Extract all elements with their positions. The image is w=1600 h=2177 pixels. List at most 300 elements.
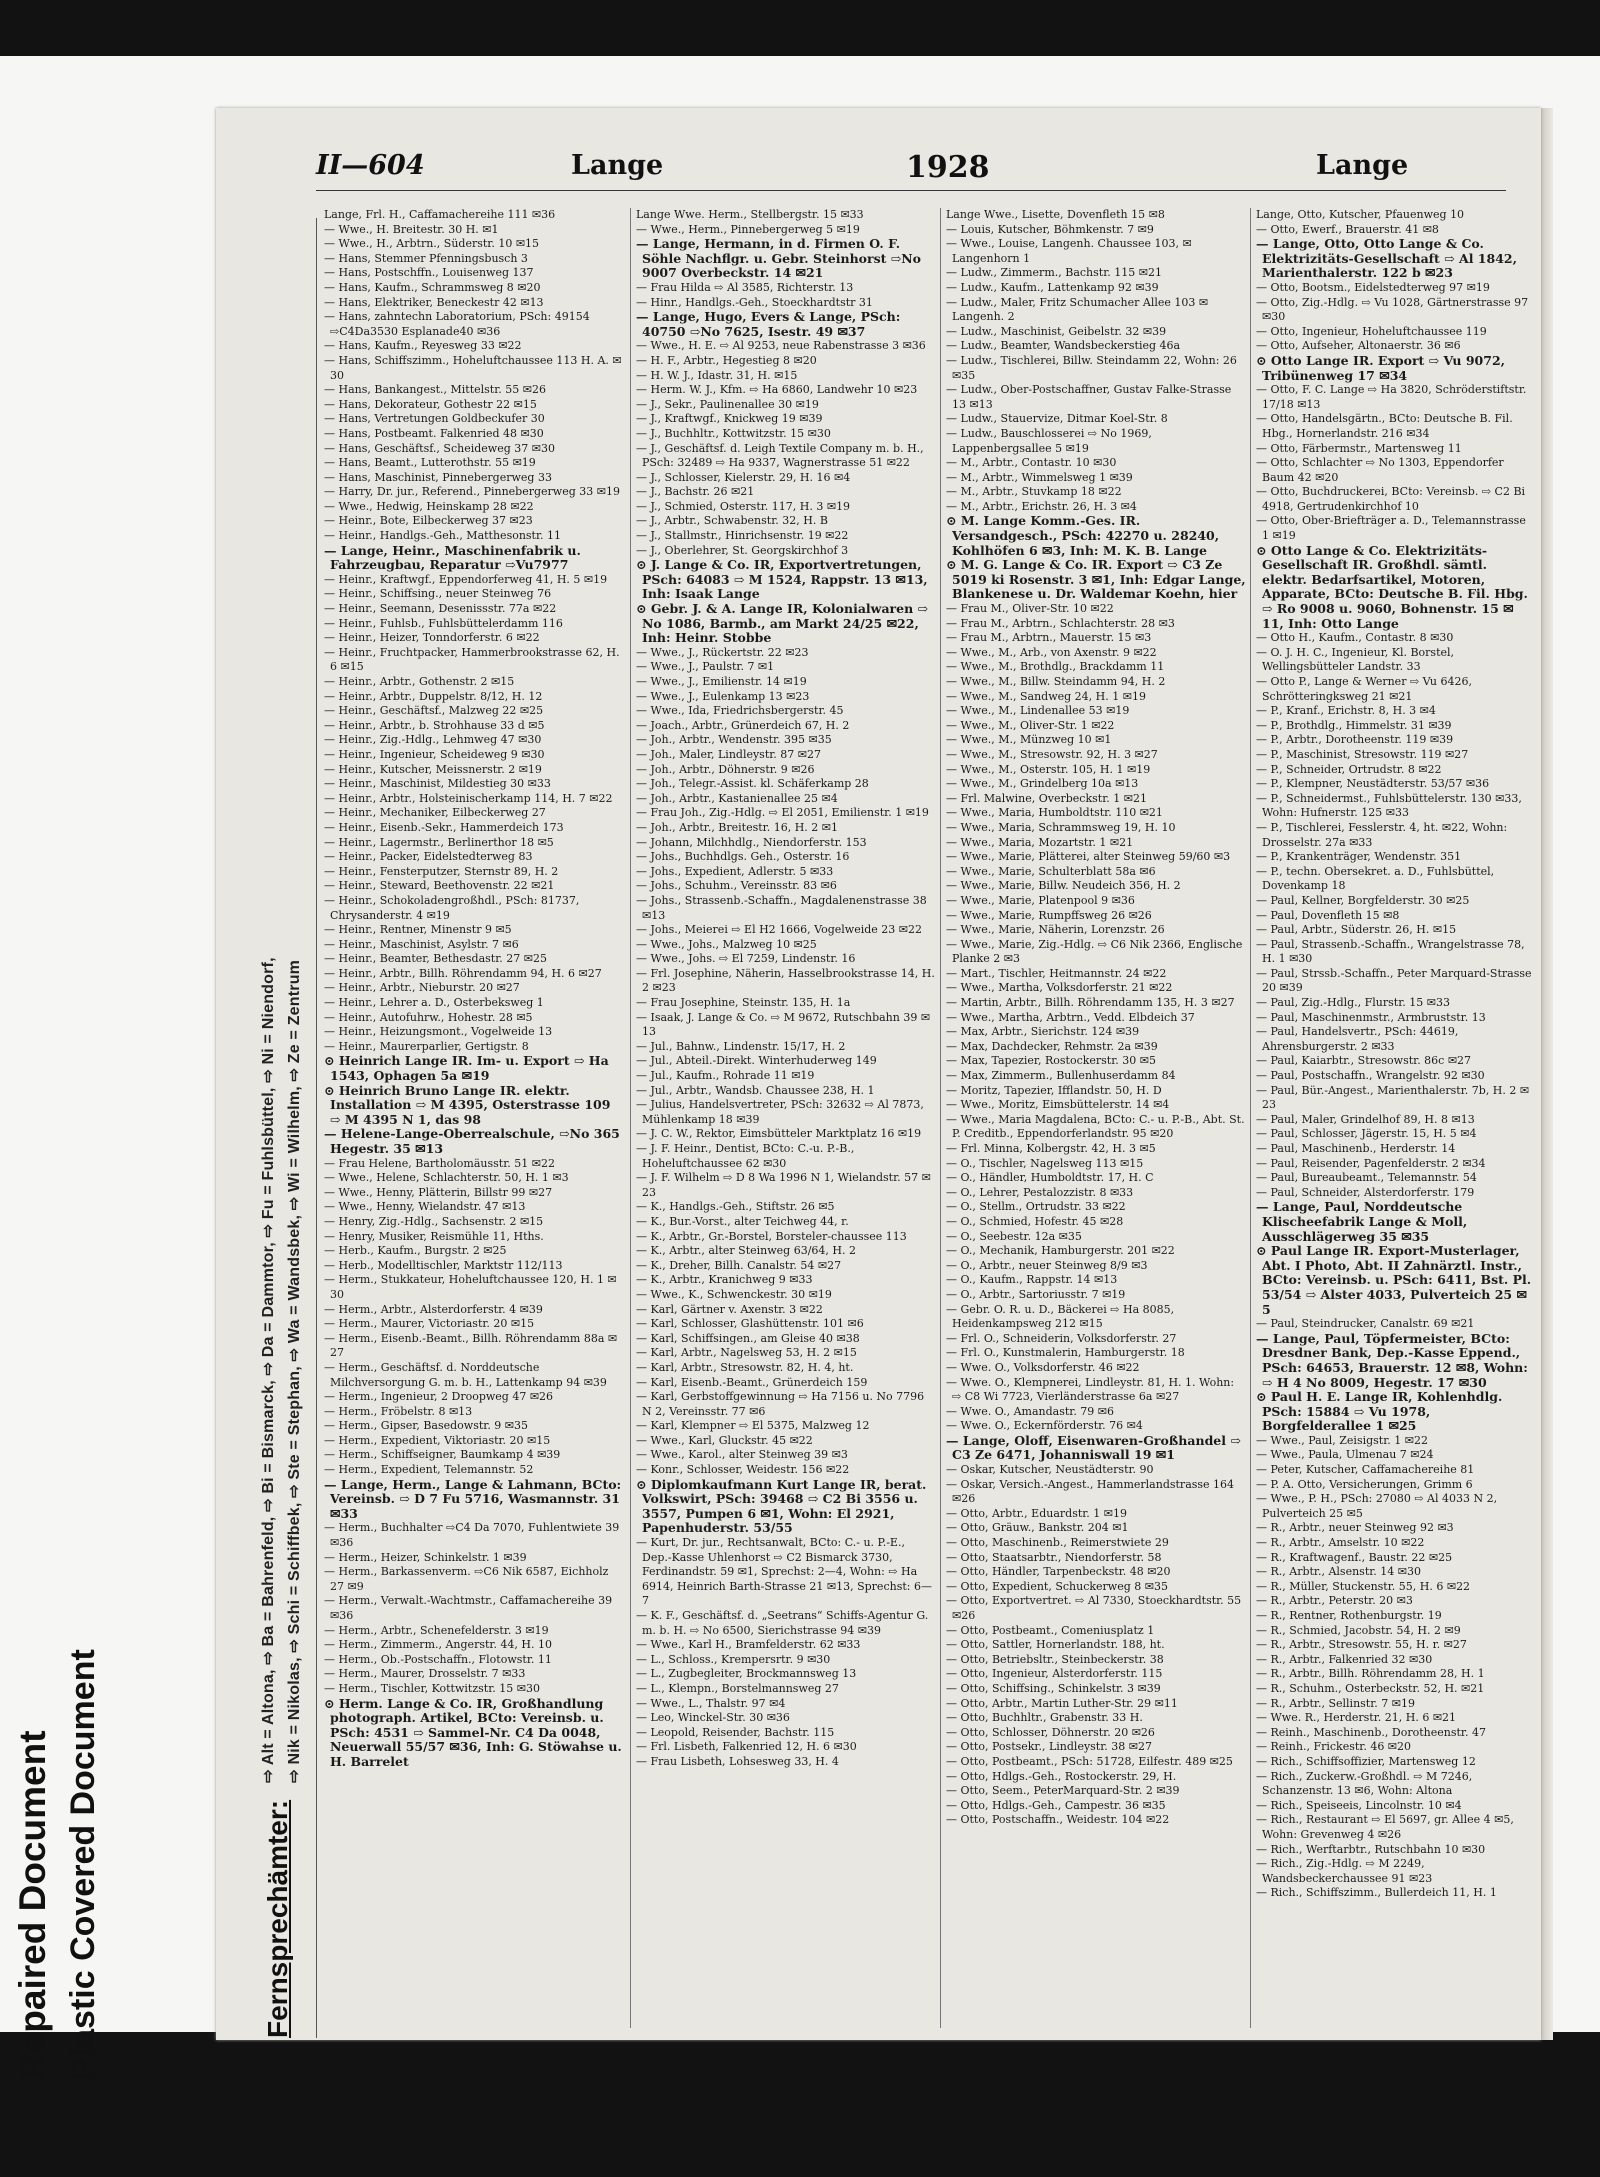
directory-entry: — Frau Joh., Zig.-Hdlg. ⇨ El 2051, Emilienstr. 1 ✉19 [636, 806, 929, 820]
listing-column [636, 208, 936, 2028]
directory-entry: — Jul., Bahnw., Lindenstr. 15/17, H. 2 [636, 1039, 846, 1053]
directory-entry: — Heinr., Arbtr., Duppelstr. 8/12, H. 12 [324, 689, 543, 703]
directory-entry: — J., Geschäftsf. d. Leigh Textile Company m. b. H., PSch: 32489 ⇨ Ha 9337, Wagnerstrasse 51 ✉22 [636, 441, 924, 470]
directory-entry-firm: ⊙ J. Lange & Co. IR, Exportvertretungen, PSch: 64083 ⇨ M 1524, Rappstr. 13 ✉13, Inh: Isaak Lange [636, 557, 928, 602]
directory-entry: — Wwe., P. H., PSch: 27080 ⇨ Al 4033 N 2, Pulverteich 25 ✉5 [1256, 1492, 1498, 1520]
directory-entry: — Heinr., Eisenb.-Sekr., Hammerdeich 173 [324, 820, 564, 834]
directory-entry: — Wwe., Karol., alter Steinweg 39 ✉3 [636, 1448, 848, 1462]
directory-entry: — Harry, Dr. jur., Referend., Pinnebergerweg 33 ✉19 [324, 485, 620, 499]
directory-entry: — Wwe., Paula, Ulmenau 7 ✉24 [1256, 1448, 1434, 1462]
directory-entry: — P. A. Otto, Versicherungen, Grimm 6 [1256, 1477, 1473, 1491]
directory-entry: — Frau Hilda ⇨ Al 3585, Richterstr. 13 [636, 280, 854, 294]
directory-entry: — Heinr., Arbtr., Holsteinischerkamp 114, H. 7 ✉22 [324, 791, 613, 805]
directory-entry: — Ludw., Beamter, Wandsbeckerstieg 46a [946, 339, 1181, 353]
directory-entry: — Wwe., J., Paulstr. 7 ✉1 [636, 660, 775, 674]
directory-entry: — Johann, Milchhdlg., Niendorferstr. 153 [636, 835, 867, 849]
directory-entry: — O., Tischler, Nagelsweg 113 ✉15 [946, 1156, 1144, 1170]
directory-entry: — J., Arbtr., Schwabenstr. 32, H. B [636, 514, 828, 528]
directory-entry: — Heinr., Maurerparlier, Gertigstr. 8 [324, 1039, 529, 1053]
running-head-right: Lange [1316, 150, 1409, 181]
directory-entry: — J., Sekr., Paulinenallee 30 ✉19 [636, 397, 819, 411]
directory-entry-firm: ⊙ Heinrich Bruno Lange IR. elektr. Installation ⇨ M 4395, Osterstrasse 109 ⇨ M 4395 N 1, das 98 [324, 1082, 611, 1127]
directory-entry: — O., Arbtr., Sartoriusstr. 7 ✉19 [946, 1287, 1126, 1301]
directory-entry: — Karl, Schlosser, Glashüttenstr. 101 ✉6 [636, 1317, 864, 1331]
directory-entry: — J., Schmied, Osterstr. 117, H. 3 ✉19 [636, 499, 851, 513]
directory-entry: — Otto, Gräuw., Bankstr. 204 ✉1 [946, 1521, 1129, 1535]
directory-entry-firm: — Lange, Heinr., Maschinenfabrik u. Fahrzeugbau, Reparatur ⇨Vu7977 [324, 542, 581, 573]
directory-entry: — O., Stellm., Ortrudstr. 33 ✉22 [946, 1200, 1126, 1214]
directory-entry: — P., Brothdlg., Himmelstr. 31 ✉39 [1256, 718, 1452, 732]
telephone-exchanges-strip [246, 218, 317, 2038]
directory-entry: — Frl. Malwine, Overbeckstr. 1 ✉21 [946, 791, 1147, 805]
directory-entry: — Max, Tapezier, Rostockerstr. 30 ✉5 [946, 1054, 1156, 1068]
exchanges-legend [256, 957, 308, 1783]
directory-entry: — Frl. O., Kunstmalerin, Hamburgerstr. 18 [946, 1346, 1185, 1360]
scan-border-top [0, 0, 1600, 56]
directory-entry: — Jul., Kaufm., Rohrade 11 ✉19 [636, 1069, 815, 1083]
directory-entry: — Max, Zimmerm., Bullenhuserdamm 84 [946, 1069, 1176, 1083]
directory-entry: — L., Klempn., Borstelmannsweg 27 [636, 1681, 839, 1695]
directory-entry: — Herm., Schiffseigner, Baumkamp 4 ✉39 [324, 1448, 561, 1462]
directory-entry: — R., Arbtr., Peterstr. 20 ✉3 [1256, 1594, 1413, 1608]
directory-entry: — Isaak, J. Lange & Co. ⇨ M 9672, Rutschbahn 39 ✉13 [636, 1010, 931, 1039]
directory-entry: — J., Stallmstr., Hinrichsenstr. 19 ✉22 [636, 529, 849, 543]
directory-entry: — Joh., Maler, Lindleystr. 87 ✉27 [636, 747, 822, 761]
directory-entry: — Wwe., Marie, Platenpool 9 ✉36 [946, 893, 1135, 907]
directory-entry: — Rich., Schiffsoffizier, Martensweg 12 [1256, 1754, 1476, 1768]
directory-entry: — Heinr., Arbtr., Gothenstr. 2 ✉15 [324, 675, 515, 688]
directory-entry: — Ludw., Maschinist, Geibelstr. 32 ✉39 [946, 324, 1167, 338]
directory-entry: — Heinr., Fuhlsb., Fuhlsbüttelerdamm 116 [324, 616, 563, 630]
directory-entry: — Karl, Klempner ⇨ El 5375, Malzweg 12 [636, 1419, 870, 1433]
plastic-covered-label: Plastic Covered Document [64, 1649, 102, 2080]
directory-entry-firm: — Lange, Paul, Norddeutsche Klischeefabrik Lange & Moll, Ausschlägerweg 35 ✉35 [1256, 1199, 1468, 1244]
directory-entry: — Paul, Maschinenmstr., Armbruststr. 13 [1256, 1010, 1486, 1024]
directory-entry: — Wwe. O., Eckernförderstr. 76 ✉4 [946, 1419, 1143, 1433]
listing-column [1256, 208, 1534, 2028]
directory-entry: — Herm., Fröbelstr. 8 ✉13 [324, 1404, 473, 1418]
directory-entry: — Hans, Geschäftsf., Scheideweg 37 ✉30 [324, 441, 555, 455]
directory-entry: — Heinr., Arbtr., Nieburstr. 20 ✉27 [324, 981, 520, 995]
directory-entry: — Wwe., M., Grindelberg 10a ✉13 [946, 777, 1139, 791]
directory-entry: — M., Arbtr., Erichstr. 26, H. 3 ✉4 [946, 499, 1137, 513]
directory-entry: — Wwe., K., Schwenckestr. 30 ✉19 [636, 1287, 832, 1301]
directory-entry: — Hans, Kaufm., Reyesweg 33 ✉22 [324, 339, 522, 353]
directory-entry: — Wwe., M., Brothdlg., Brackdamm 11 [946, 660, 1165, 674]
directory-entry: — Wwe., H. Breitestr. 30 H. ✉1 [324, 222, 499, 236]
directory-entry: — Paul, Handelsvertr., PSch: 44619, Ahrensburgerstr. 2 ✉33 [1256, 1025, 1459, 1053]
directory-entry: — Heinr., Geschäftsf., Malzweg 22 ✉25 [324, 704, 544, 718]
directory-entry: — Herb., Kaufm., Burgstr. 2 ✉25 [324, 1244, 507, 1258]
directory-entry-firm: — Helene-Lange-Oberrealschule, ⇨No 365 Hegestr. 35 ✉13 [324, 1126, 620, 1156]
directory-entry: — Wwe., M., Münzweg 10 ✉1 [946, 733, 1112, 747]
directory-entry: — Otto, Hdlgs.-Geh., Campestr. 36 ✉35 [946, 1798, 1166, 1812]
directory-entry: — Wwe., Henny, Wielandstr. 47 ✉13 [324, 1200, 526, 1214]
directory-entry-firm: ⊙ Otto Lange & Co. Elektrizitäts-Gesellschaft IR. Großhdl. sämtl. elektr. Bedarfsartikel, Motoren, Apparate, BCto: Deutsche B. Fil. Hbg. ⇨ Ro 9008 u. 9060, Bohnenstr. 15 ✉11, Inh: Otto Lange [1256, 542, 1528, 631]
directory-entry: — Jul., Arbtr., Wandsb. Chaussee 238, H. 1 [636, 1083, 875, 1097]
directory-entry: — Johs., Buchhdlgs. Geh., Osterstr. 16 [636, 850, 850, 864]
directory-entry: — Heinr., Kraftwgf., Eppendorferweg 41, H. 5 ✉19 [324, 572, 608, 586]
directory-entry: — Heinr., Heizer, Tonndorferstr. 6 ✉22 [324, 631, 540, 645]
directory-entry: — O., Lehrer, Pestalozzistr. 8 ✉33 [946, 1185, 1134, 1199]
directory-entry: — O., Schmied, Hofestr. 45 ✉28 [946, 1214, 1124, 1228]
directory-entry: — Otto, Hdlgs.-Geh., Rostockerstr. 29, H. [946, 1769, 1177, 1783]
directory-entry: — Otto, Schlosser, Döhnerstr. 20 ✉26 [946, 1725, 1155, 1739]
directory-entry: — Frl. O., Schneiderin, Volksdorferstr. 27 [946, 1331, 1177, 1345]
directory-entry: — Heinr., Schokoladengroßhdl., PSch: 81737, Chrysanderstr. 4 ✉19 [324, 893, 580, 922]
directory-entry-firm: — Lange, Paul, Töpfermeister, BCto: Dresdner Bank, Dep.-Kasse Eppend., PSch: 64653, Brauerstr. 12 ✉8, Wohn: ⇨ H 4 No 8009, Hegestr. 17 ✉30 [1256, 1330, 1528, 1390]
directory-entry: — Wwe., J., Eulenkamp 13 ✉23 [636, 689, 810, 703]
directory-entry: — L., Zugbegleiter, Brockmannsweg 13 [636, 1667, 857, 1681]
directory-entry: — Herm., Tischler, Kottwitzstr. 15 ✉30 [324, 1681, 540, 1695]
directory-entry: — Max, Dachdecker, Rehmstr. 2a ✉39 [946, 1039, 1158, 1053]
directory-entry-firm: ⊙ Otto Lange IR. Export ⇨ Vu 9072, Tribünenweg 17 ✉34 [1256, 352, 1505, 383]
directory-entry: — Paul, Maschinenb., Herderstr. 14 [1256, 1142, 1456, 1155]
directory-entry: — Paul, Maler, Grindelhof 89, H. 8 ✉13 [1256, 1112, 1475, 1126]
directory-entry: — Oskar, Kutscher, Neustädterstr. 90 [946, 1463, 1154, 1477]
directory-entry: — Herm. W. J., Kfm. ⇨ Ha 6860, Landwehr 10 ✉23 [636, 383, 918, 397]
directory-entry: — Otto, Ingenieur, Alsterdorferstr. 115 [946, 1667, 1163, 1681]
exchanges-legend-line: ⇨ Nik = Nikolas, ⇨ Schi = Schiffbek, ⇨ Ste = Stephan, ⇨ Wa = Wandsbek, ⇨ Wi = Wilhelm, ⇨ Ze = Zentrum [286, 959, 303, 1783]
directory-entry: — K., Bur.-Vorst., alter Teichweg 44, r. [636, 1214, 849, 1228]
running-head [316, 148, 1506, 191]
directory-entry: — Wwe., Maria, Humboldtstr. 110 ✉21 [946, 806, 1163, 820]
directory-entry: — M., Arbtr., Stuvkamp 18 ✉22 [946, 485, 1122, 499]
directory-entry: — Wwe., Louise, Langenh. Chaussee 103, ✉ Langenhorn 1 [946, 237, 1192, 265]
directory-entry: — Kurt, Dr. jur., Rechtsanwalt, BCto: C.- u. P.-E., Dep.-Kasse Uhlenhorst ⇨ C2 Bismarck 3730, Ferdinandstr. 59 ✉1, Sprechst: 2—4, Wohn: ⇨ Ha 6914, Heinrich Barth-Strasse 21 ✉13, Sprechst: 6—7 [636, 1536, 932, 1608]
directory-entry: — Herm., Ob.-Postschaffn., Flotowstr. 11 [324, 1652, 552, 1666]
directory-entry: — Otto, Ingenieur, Hoheluftchaussee 119 [1256, 324, 1487, 338]
directory-entry: — Ludw., Tischlerei, Billw. Steindamm 22, Wohn: 26 ✉35 [946, 353, 1237, 382]
directory-entry: — Johs., Strassenb.-Schaffn., Magdalenenstrasse 38 ✉13 [636, 893, 927, 922]
directory-entry: — Henry, Zig.-Hdlg., Sachsenstr. 2 ✉15 [324, 1214, 544, 1228]
directory-entry: — Otto, Schlachter ⇨ No 1303, Eppendorfer Baum 42 ✉20 [1256, 456, 1504, 484]
directory-entry: — Hans, Vertretungen Goldbeckufer 30 [324, 412, 545, 426]
scan-annotation [0, 1000, 160, 2100]
directory-entry: — Joach., Arbtr., Grünerdeich 67, H. 2 [636, 718, 850, 732]
directory-entry: — P., Krankenträger, Wendenstr. 351 [1256, 850, 1462, 864]
directory-entry: — Julius, Handelsvertreter, PSch: 32632 ⇨ Al 7873, Mühlenkamp 18 ✉39 [636, 1098, 924, 1126]
directory-entry: — Wwe., Marie, Näherin, Lorenzstr. 26 [946, 923, 1165, 937]
directory-entry-firm: ⊙ Diplomkaufmann Kurt Lange IR, berat. Volkswirt, PSch: 39468 ⇨ C2 Bi 3556 u. 3557, Pumpen 6 ✉1, Wohn: El 2921, Papenhuderstr. 53/55 [636, 1476, 927, 1536]
directory-entry: — Wwe., M., Arb., von Axenstr. 9 ✉22 [946, 645, 1157, 659]
directory-entry: — Otto, Ewerf., Brauerstr. 41 ✉8 [1256, 222, 1439, 236]
directory-entry: — Wwe., Paul, Zeisigstr. 1 ✉22 [1256, 1433, 1428, 1447]
directory-entry: — Hans, Schiffszimm., Hoheluftchaussee 113 H. A. ✉30 [324, 353, 622, 382]
directory-entry: — J., Buchhltr., Kottwitzstr. 15 ✉30 [636, 426, 831, 440]
directory-entry: — Herb., Modelltischler, Marktstr 112/113 [324, 1258, 563, 1272]
directory-entry: — Otto, Betriebsltr., Steinbeckerstr. 38 [946, 1652, 1164, 1666]
directory-entry: — Frl. Josephine, Näherin, Hasselbrookstrasse 14, H. 2 ✉23 [636, 966, 935, 995]
directory-entry: — R., Schmied, Jacobstr. 54, H. 2 ✉9 [1256, 1623, 1461, 1637]
directory-entry: — Jul., Abteil.-Direkt. Winterhuderweg 149 [636, 1054, 877, 1068]
directory-entry: — Wwe., M., Sandweg 24, H. 1 ✉19 [946, 689, 1146, 703]
directory-entry: — Otto, Aufseher, Altonaerstr. 36 ✉6 [1256, 339, 1461, 353]
directory-entry: — Otto, F. C. Lange ⇨ Ha 3820, Schröderstiftstr. 17/18 ✉13 [1256, 383, 1527, 411]
directory-entry: — Max, Arbtr., Sierichstr. 124 ✉39 [946, 1025, 1140, 1039]
directory-entry: — Heinr., Autofuhrw., Hohestr. 28 ✉5 [324, 1010, 533, 1024]
directory-entry: — Hans, Maschinist, Pinnebergerweg 33 [324, 470, 552, 484]
directory-entry: — O., Seebestr. 12a ✉35 [946, 1229, 1082, 1243]
directory-entry: — Ludw., Bauschlosserei ⇨ No 1969, Lappenbergsallee 5 ✉19 [946, 426, 1152, 455]
directory-entry: — Herm., Eisenb.-Beamt., Billh. Röhrendamm 88a ✉27 [324, 1331, 618, 1360]
directory-entry: — Heinr., Lehrer a. D., Osterbeksweg 1 [324, 996, 544, 1010]
directory-entry: — J., Oberlehrer, St. Georgskirchhof 3 [636, 543, 849, 557]
directory-entry: — Hans, Postschffn., Louisenweg 137 [324, 266, 534, 280]
directory-entry: — Hinr., Handlgs.-Geh., Stoeckhardtstr 31 [636, 295, 873, 309]
directory-entry: — Wwe., M., Lindenallee 53 ✉19 [946, 704, 1130, 718]
directory-entry-firm: ⊙ Herm. Lange & Co. IR, Großhandlung photograph. Artikel, BCto: Vereinsb. u. PSch: 4531 ⇨ Sammel-Nr. C4 Da 0048, Neuerwall 55/57 ✉36, Inh: G. Stöwahse u. H. Barrelet [324, 1695, 622, 1769]
directory-entry: — Paul, Bureaubeamt., Telemannstr. 54 [1256, 1171, 1477, 1185]
page-edge [1541, 108, 1553, 2040]
directory-entry: — Otto, Sattler, Hornerlandstr. 188, ht. [946, 1638, 1165, 1652]
directory-entry: — Otto H., Kaufm., Contastr. 8 ✉30 [1256, 631, 1454, 645]
directory-entry: — R., Müller, Stuckenstr. 55, H. 6 ✉22 [1256, 1579, 1471, 1593]
directory-entry: — Wwe. O., Amandastr. 79 ✉6 [946, 1404, 1115, 1418]
directory-entry: — Wwe., Henny, Plätterin, Billstr 99 ✉27 [324, 1185, 553, 1199]
directory-entry: — P., Kranf., Erichstr. 8, H. 3 ✉4 [1256, 704, 1436, 718]
directory-entry: — Frl. Minna, Kolbergstr. 42, H. 3 ✉5 [946, 1142, 1156, 1155]
directory-entry: — Wwe., Herm., Pinnebergerweg 5 ✉19 [636, 222, 860, 236]
directory-entry: — Wwe. R., Herderstr. 21, H. 6 ✉21 [1256, 1711, 1457, 1725]
directory-entry: — R., Arbtr., Stresowstr. 55, H. r. ✉27 [1256, 1638, 1467, 1652]
directory-entry: — Herm., Expedient, Telemannstr. 52 [324, 1463, 534, 1477]
directory-entry: — R., Arbtr., Sellinstr. 7 ✉19 [1256, 1696, 1415, 1710]
page-number: II—604 [316, 150, 425, 181]
directory-entry: — Oskar, Versich.-Angest., Hammerlandstrasse 164 ✉26 [946, 1477, 1235, 1506]
directory-entry: — Otto, Postbeamt., PSch: 51728, Eilfestr. 489 ✉25 [946, 1754, 1233, 1768]
directory-entry: — Peter, Kutscher, Caffamachereihe 81 [1256, 1463, 1475, 1477]
directory-entry: — Paul, Schneider, Alsterdorferstr. 179 [1256, 1185, 1475, 1199]
directory-entry: — Wwe., M., Billw. Steindamm 94, H. 2 [946, 675, 1166, 688]
directory-entry: — Hans, Dekorateur, Gothestr 22 ✉15 [324, 397, 537, 411]
directory-entry: — J., Bachstr. 26 ✉21 [636, 485, 755, 499]
year: 1928 [906, 150, 990, 185]
directory-entry: — Ludw., Ober-Postschaffner, Gustav Falke-Strasse 13 ✉13 [946, 383, 1232, 411]
exchanges-legend-line: ⇨ Alt = Altona, ⇨ Ba = Bahrenfeld, ⇨ Bi = Bismarck, ⇨ Da = Dammtor, ⇨ Fu = Fuhlsbüttel, ⇨ Ni = Niendorf, [260, 957, 277, 1783]
directory-entry: — Otto, Schiffsing., Schinkelstr. 3 ✉39 [946, 1681, 1161, 1695]
directory-entry: — Leo, Winckel-Str. 30 ✉36 [636, 1711, 790, 1725]
directory-entry-firm: — Lange, Herm., Lange & Lahmann, BCto: Vereinsb. ⇨ D 7 Fu 5716, Wasmannstr. 31 ✉33 [324, 1476, 622, 1521]
directory-entry: — Frau Lisbeth, Lohsesweg 33, H. 4 [636, 1754, 839, 1768]
directory-entry: — J., Schlosser, Kielerstr. 29, H. 16 ✉4 [636, 470, 851, 484]
directory-entry: — R., Schuhm., Osterbeckstr. 52, H. ✉21 [1256, 1681, 1485, 1695]
directory-entry: — Otto, Färbermstr., Martensweg 11 [1256, 441, 1462, 455]
directory-entry: — Herm., Zimmerm., Angerstr. 44, H. 10 [324, 1638, 553, 1652]
directory-entry: — Heinr., Maschinist, Asylstr. 7 ✉6 [324, 937, 519, 951]
directory-entry: — Joh., Arbtr., Breitestr. 16, H. 2 ✉1 [636, 820, 839, 834]
exchanges-title: Fernsprechämter: [261, 1799, 293, 2038]
directory-entry: — Karl, Schiffsingen., am Gleise 40 ✉38 [636, 1331, 860, 1345]
directory-entry: — Wwe., Johs., Malzweg 10 ✉25 [636, 937, 817, 951]
directory-entry: — H. F., Arbtr., Hegestieg 8 ✉20 [636, 353, 817, 367]
directory-entry-firm: ⊙ M. Lange Komm.-Ges. IR. Versandgesch., PSch: 42270 u. 28240, Kohlhöfen 6 ✉3, Inh: M. K. B. Lange [946, 513, 1220, 558]
directory-entry: — R., Arbtr., Alsenstr. 14 ✉30 [1256, 1565, 1421, 1579]
directory-entry: — Wwe., Marie, Zig.-Hdlg. ⇨ C6 Nik 2366, Englische Planke 2 ✉3 [946, 937, 1243, 966]
directory-entry: — P., Arbtr., Dorotheenstr. 119 ✉39 [1256, 733, 1454, 747]
directory-entry: — Wwe., L., Thalstr. 97 ✉4 [636, 1696, 786, 1710]
directory-entry: — Johs., Schuhm., Vereinsstr. 83 ✉6 [636, 879, 837, 893]
directory-entry: — Wwe., Martha, Arbtrn., Vedd. Elbdeich 37 [946, 1010, 1195, 1024]
directory-entry: — Herm., Maurer, Victoriastr. 20 ✉15 [324, 1317, 535, 1331]
running-head-left: Lange [571, 150, 664, 181]
directory-entry: — Hans, zahntechn Laboratorium, PSch: 49154 ⇨C4Da3530 Esplanade40 ✉36 [324, 310, 590, 338]
column-rule [940, 208, 941, 2028]
directory-entry: — Otto, Postsekr., Lindleystr. 38 ✉27 [946, 1740, 1152, 1754]
directory-entry: — Hans, Stemmer Pfenningsbusch 3 [324, 251, 528, 265]
directory-entry: — P., Schneidermst., Fuhlsbüttelerstr. 130 ✉33, Wohn: Hufnerstr. 125 ✉33 [1256, 791, 1522, 820]
directory-entry: — Ludw., Maler, Fritz Schumacher Allee 103 ✉ Langenh. 2 [946, 295, 1209, 324]
directory-entry: — Rich., Zuckerw.-Großhdl. ⇨ M 7246, Schanzenstr. 13 ✉6, Wohn: Altona [1256, 1769, 1473, 1798]
column-rule [630, 208, 631, 2028]
directory-entry: — Otto, Arbtr., Martin Luther-Str. 29 ✉11 [946, 1696, 1178, 1710]
directory-entry: — Rich., Restaurant ⇨ El 5697, gr. Allee 4 ✉5, Wohn: Grevenweg 4 ✉26 [1256, 1813, 1514, 1841]
directory-entry: — Wwe., H. E. ⇨ Al 9253, neue Rabenstrasse 3 ✉36 [636, 339, 926, 353]
directory-entry: — Otto, Bootsm., Eidelstedterweg 97 ✉19 [1256, 280, 1490, 294]
directory-entry: Lange Wwe., Lisette, Dovenfleth 15 ✉8 [946, 208, 1165, 221]
directory-entry: — Wwe., Marie, Billw. Neudeich 356, H. 2 [946, 879, 1181, 893]
directory-entry: — O., Mechanik, Hamburgerstr. 201 ✉22 [946, 1244, 1175, 1258]
directory-entry: — Herm., Arbtr., Alsterdorferstr. 4 ✉39 [324, 1302, 543, 1316]
directory-entry: — Wwe., M., Oliver-Str. 1 ✉22 [946, 718, 1115, 732]
directory-entry: — Frau Helene, Bartholomäusstr. 51 ✉22 [324, 1156, 555, 1170]
directory-entry: — J. F. Wilhelm ⇨ D 8 Wa 1996 N 1, Wielandstr. 57 ✉23 [636, 1171, 931, 1199]
directory-entry: — Wwe., Martha, Volksdorferstr. 21 ✉22 [946, 981, 1173, 995]
directory-entry: — Johs., Meierei ⇨ El H2 1666, Vogelweide 23 ✉22 [636, 923, 922, 937]
directory-entry: — J., Kraftwgf., Knickweg 19 ✉39 [636, 412, 823, 426]
directory-entry: — Karl, Arbtr., Stresowstr. 82, H. 4, ht. [636, 1360, 854, 1374]
directory-entry: Lange Wwe. Herm., Stellbergstr. 15 ✉33 [636, 208, 864, 221]
directory-entry: — R., Rentner, Rothenburgstr. 19 [1256, 1609, 1442, 1622]
directory-entry: — Reinh., Frickestr. 46 ✉20 [1256, 1740, 1412, 1754]
directory-entry: — Paul, Strassenb.-Schaffn., Wrangelstrasse 78, H. 1 ✉30 [1256, 937, 1525, 966]
directory-entry: — Wwe., Maria, Schrammsweg 19, H. 10 [946, 820, 1176, 834]
directory-entry: — Otto, Buchhltr., Grabenstr. 33 H. [946, 1711, 1143, 1725]
directory-entry: — Frau M., Arbtrn., Schlachterstr. 28 ✉3 [946, 616, 1175, 630]
directory-entry: — Herm., Maurer, Drosselstr. 7 ✉33 [324, 1667, 526, 1681]
directory-entry: — H. W. J., Idastr. 31, H. ✉15 [636, 368, 798, 382]
directory-entry: — Paul, Steindrucker, Canalstr. 69 ✉21 [1256, 1317, 1475, 1331]
directory-entry: — Otto, Buchdruckerei, BCto: Vereinsb. ⇨ C2 Bi 4918, Gertrudenkirchhof 10 [1256, 485, 1526, 513]
directory-entry: — Heinr., Handlgs.-Geh., Matthesonstr. 11 [324, 529, 562, 543]
directory-entry: Lange, Otto, Kutscher, Pfauenweg 10 [1256, 208, 1465, 221]
directory-entry: — Wwe., Hedwig, Heinskamp 28 ✉22 [324, 499, 534, 513]
directory-entry: — Paul, Postschaffn., Wrangelstr. 92 ✉30 [1256, 1069, 1485, 1083]
directory-entry: — Hans, Postbeamt. Falkenried 48 ✉30 [324, 426, 544, 440]
directory-entry: — Wwe., J., Emilienstr. 14 ✉19 [636, 675, 807, 688]
directory-entry: — Herm., Verwalt.-Wachtmstr., Caffamachereihe 39 ✉36 [324, 1594, 613, 1622]
directory-entry: — Hans, Beamt., Lutterothstr. 55 ✉19 [324, 456, 536, 470]
directory-entry-firm: ⊙ Gebr. J. & A. Lange IR, Kolonialwaren ⇨ No 1086, Barmb., am Markt 24/25 ✉22, Inh: Heinr. Stobbe [636, 601, 928, 646]
directory-entry: — Herm., Gipser, Basedowstr. 9 ✉35 [324, 1419, 529, 1433]
directory-entry: — Wwe., Maria Magdalena, BCto: C.- u. P.-B., Abt. St. P. Creditb., Eppendorferlandstr. 95 ✉20 [946, 1112, 1245, 1141]
directory-entry: — O. J. H. C., Ingenieur, Kl. Borstel, Wellingsbütteler Landstr. 33 [1256, 645, 1455, 674]
directory-entry: — Wwe. O., Volksdorferstr. 46 ✉22 [946, 1360, 1140, 1374]
directory-entry: — Herm., Barkassenverm. ⇨C6 Nik 6587, Eichholz 27 ✉9 [324, 1565, 609, 1593]
directory-entry: — Herm., Stukkateur, Hoheluftchaussee 120, H. 1 ✉30 [324, 1273, 617, 1301]
directory-entry: — Ludw., Kaufm., Lattenkamp 92 ✉39 [946, 280, 1159, 294]
directory-entry: — Wwe., Moritz, Eimsbüttelerstr. 14 ✉4 [946, 1098, 1170, 1112]
directory-entry: — Hans, Elektriker, Beneckestr 42 ✉13 [324, 295, 544, 309]
directory-entry: — Otto, Staatsarbtr., Niendorferstr. 58 [946, 1550, 1162, 1564]
directory-entry: — Paul, Reisender, Pagenfelderstr. 2 ✉34 [1256, 1156, 1486, 1170]
directory-entry-firm: — Lange, Oloff, Eisenwaren-Großhandel ⇨ C3 Ze 6471, Johanniswall 19 ✉1 [946, 1432, 1241, 1463]
directory-entry: — R., Arbtr., Billh. Röhrendamm 28, H. 1 [1256, 1667, 1485, 1681]
directory-entry: — Wwe. O., Klempnerei, Lindleystr. 81, H. 1. Wohn: ⇨ C8 Wi 7723, Vierländerstrasse 6a ✉27 [946, 1375, 1235, 1404]
directory-entry: — Otto P., Lange & Werner ⇨ Vu 6426, Schrötteringksweg 21 ✉21 [1256, 675, 1472, 703]
directory-entry: — Paul, Strssb.-Schaffn., Peter Marquard-Strasse 20 ✉39 [1256, 966, 1532, 995]
directory-entry: — Joh., Arbtr., Wendenstr. 395 ✉35 [636, 733, 832, 747]
directory-entry: — Heinr., Maschinist, Mildestieg 30 ✉33 [324, 777, 551, 791]
directory-entry: — Rich., Werftarbtr., Rutschbahn 10 ✉30 [1256, 1842, 1486, 1856]
directory-entry: — Otto, Ober-Briefträger a. D., Telemannstrasse 1 ✉19 [1256, 514, 1526, 543]
directory-entry: — Heinr., Fruchtpacker, Hammerbrookstrasse 62, H. 6 ✉15 [324, 645, 620, 674]
directory-entry: — Herm., Heizer, Schinkelstr. 1 ✉39 [324, 1550, 527, 1564]
directory-entry: — Joh., Arbtr., Döhnerstr. 9 ✉26 [636, 762, 815, 776]
directory-entry: — K., Arbtr., Gr.-Borstel, Borsteler-chaussee 113 [636, 1229, 907, 1243]
directory-entry: — Frau M., Oliver-Str. 10 ✉22 [946, 602, 1114, 616]
directory-entry: — K., Arbtr., Kranichweg 9 ✉33 [636, 1273, 813, 1287]
directory-entry: — Rich., Speiseeis, Lincolnstr. 10 ✉4 [1256, 1798, 1462, 1812]
directory-entry: — Paul, Schlosser, Jägerstr. 15, H. 5 ✉4 [1256, 1127, 1477, 1141]
directory-entry: — Karl, Gerbstoffgewinnung ⇨ Ha 7156 u. No 7796 N 2, Vereinsstr. 77 ✉6 [636, 1390, 925, 1418]
repaired-document-label: Repaired Document [12, 1730, 53, 2080]
directory-entry: — Heinr., Heizungsmont., Vogelweide 13 [324, 1025, 553, 1039]
directory-entry: — Ludw., Zimmerm., Bachstr. 115 ✉21 [946, 266, 1162, 280]
directory-entry: — Wwe., Marie, Plätterei, alter Steinweg 59/60 ✉3 [946, 850, 1231, 864]
directory-entry: — Herm., Ingenieur, 2 Droopweg 47 ✉26 [324, 1390, 554, 1404]
directory-entry: — Paul, Zig.-Hdlg., Flurstr. 15 ✉33 [1256, 996, 1450, 1010]
directory-entry: — Herm., Geschäftsf. d. Norddeutsche Milchversorgung G. m. b. H., Lattenkamp 94 ✉39 [324, 1360, 607, 1389]
directory-entry: — Hans, Bankangest., Mittelstr. 55 ✉26 [324, 383, 546, 397]
directory-entry: — Wwe., Karl, Gluckstr. 45 ✉22 [636, 1433, 813, 1447]
directory-entry: — Otto, Expedient, Schuckerweg 8 ✉35 [946, 1579, 1168, 1593]
directory-entry: — L., Schloss., Krempersrtr. 9 ✉30 [636, 1652, 831, 1666]
directory-entry: — Heinr., Lagermstr., Berlinerthor 18 ✉5 [324, 835, 554, 849]
directory-entry: — P., Klempner, Neustädterstr. 53/57 ✉36 [1256, 777, 1490, 791]
directory-entry: — Konr., Schlosser, Weidestr. 156 ✉22 [636, 1463, 850, 1477]
directory-entry-firm: — Lange, Hermann, in d. Firmen O. F. Söhle Nachflgr. u. Gebr. Steinhorst ⇨No 9007 Overbeckstr. 14 ✉21 [636, 236, 922, 281]
directory-entry: — Paul, Kaiarbtr., Stresowstr. 86c ✉27 [1256, 1054, 1472, 1068]
directory-entry: — P., techn. Obersekret. a. D., Fuhlsbüttel, Dovenkamp 18 [1256, 864, 1495, 893]
directory-entry: — Frau Josephine, Steinstr. 135, H. 1a [636, 996, 851, 1010]
directory-entry: — Moritz, Tapezier, Ifflandstr. 50, H. D [946, 1083, 1162, 1097]
directory-entry: — Wwe., Johs. ⇨ El 7259, Lindenstr. 16 [636, 952, 856, 966]
directory-entry: — Joh., Telegr.-Assist. kl. Schäferkamp 28 [636, 777, 869, 791]
directory-entry: — Heinr., Mechaniker, Eilbeckerweg 27 [324, 806, 546, 820]
directory-entry: — O., Händler, Humboldtstr. 17, H. C [946, 1171, 1154, 1185]
directory-entry: — Martin, Arbtr., Billh. Röhrendamm 135, H. 3 ✉27 [946, 996, 1235, 1010]
directory-entry: — Hans, Kaufm., Schrammsweg 8 ✉20 [324, 280, 541, 294]
directory-entry: — P., Tischlerei, Fesslerstr. 4, ht. ✉22, Wohn: Drosselstr. 27a ✉33 [1256, 820, 1508, 849]
directory-entry: — R., Arbtr., Amselstr. 10 ✉22 [1256, 1536, 1425, 1550]
directory-entry: — Heinr., Packer, Eidelstedterweg 83 [324, 850, 533, 864]
directory-entry-firm: ⊙ Heinrich Lange IR. Im- u. Export ⇨ Ha 1543, Ophagen 5a ✉19 [324, 1053, 609, 1084]
directory-entry: — Wwe., Maria, Mozartstr. 1 ✉21 [946, 835, 1134, 849]
directory-entry: — Rich., Zig.-Hdlg. ⇨ M 2249, Wandsbeckerchaussee 91 ✉23 [1256, 1857, 1433, 1885]
directory-entry: — Paul, Kellner, Borgfelderstr. 30 ✉25 [1256, 893, 1470, 907]
directory-entry: — Johs., Expedient, Adlerstr. 5 ✉33 [636, 864, 834, 878]
listing-column [946, 208, 1246, 2028]
directory-entry: — Frl. Lisbeth, Falkenried 12, H. 6 ✉30 [636, 1740, 857, 1754]
directory-entry: — Heinr., Steward, Beethovenstr. 22 ✉21 [324, 879, 555, 893]
directory-entry: — Louis, Kutscher, Böhmkenstr. 7 ✉9 [946, 222, 1154, 236]
directory-entry: — O., Kaufm., Rappstr. 14 ✉13 [946, 1273, 1118, 1287]
directory-entry: — J. F. Heinr., Dentist, BCto: C.-u. P.-B., Hoheluftchaussee 62 ✉30 [636, 1142, 855, 1170]
directory-entry: — Heinr., Beamter, Bethesdastr. 27 ✉25 [324, 952, 547, 966]
directory-entry: — J. C. W., Rektor, Eimsbütteler Marktplatz 16 ✉19 [636, 1127, 922, 1141]
directory-entry: — Heinr., Kutscher, Meissnerstr. 2 ✉19 [324, 762, 542, 776]
